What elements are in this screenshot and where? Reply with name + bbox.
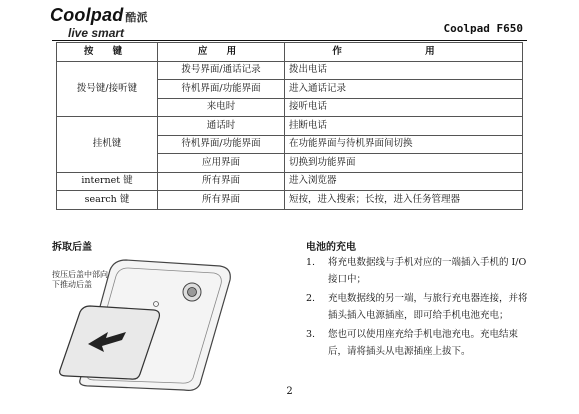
step-number: 3. [306,329,316,340]
context-cell: 来电时 [158,98,285,117]
list-item [306,254,532,288]
table-row [57,117,523,136]
camera-lens-center [188,288,197,297]
key-cell: 挂机键 [57,117,158,173]
column-header-action: 作 用 [285,43,523,62]
action-cell: 接听电话 [285,98,523,117]
list-item [306,290,532,324]
page-number: 2 [286,386,293,397]
charging-steps-list [306,254,532,362]
column-header-context: 应 用 [158,43,285,62]
brand-name-cn: 酷派 [125,11,148,24]
action-cell: 拨出电话 [285,61,523,80]
step-number: 1. [306,257,316,268]
context-cell: 待机界面/功能界面 [158,135,285,154]
key-cell: search 键 [57,191,158,210]
action-cell: 短按，进入搜索；长按，进入任务管理器 [285,191,523,210]
action-cell: 切换到功能界面 [285,154,523,173]
action-cell: 进入浏览器 [285,172,523,191]
step-text: 您也可以使用座充给手机电池充电。充电结束后，请将插头从电源插座上拔下。 [328,329,519,357]
table-row [57,172,523,191]
header-rule [52,40,527,41]
page-header [0,0,579,40]
context-cell: 拨号界面/通话记录 [158,61,285,80]
action-cell: 进入通话记录 [285,80,523,99]
step-text: 充电数据线的另一端，与旅行充电器连接，并将插头插入电源插座，即可给手机电池充电； [328,293,528,321]
action-cell: 挂断电话 [285,117,523,136]
context-cell: 通话时 [158,117,285,136]
brand-logo [50,6,148,39]
cover-instruction-caption: 按压后盖中部向下推动后盖 [52,270,108,289]
brand-tagline: live smart [68,26,125,40]
key-cell: 拨号键/接听键 [57,61,158,117]
table-row [57,191,523,210]
list-item [306,326,532,360]
context-cell: 所有界面 [158,191,285,210]
section-title-battery-charging: 电池的充电 [306,242,356,253]
key-function-table [56,42,523,210]
key-cell: internet 键 [57,172,158,191]
step-text: 将充电数据线与手机对应的一端插入手机的 I/O 接口中； [328,257,527,285]
step-number: 2. [306,293,316,304]
context-cell: 待机界面/功能界面 [158,80,285,99]
context-cell: 应用界面 [158,154,285,173]
brand-name: Coolpad 酷派 [50,5,148,25]
context-cell: 所有界面 [158,172,285,191]
table-header-row [57,43,523,62]
action-cell: 在功能界面与待机界面间切换 [285,135,523,154]
column-header-key: 按 键 [57,43,158,62]
table-row [57,61,523,80]
model-name: Coolpad F650 [443,22,523,35]
section-title-remove-cover: 拆取后盖 [52,242,92,253]
